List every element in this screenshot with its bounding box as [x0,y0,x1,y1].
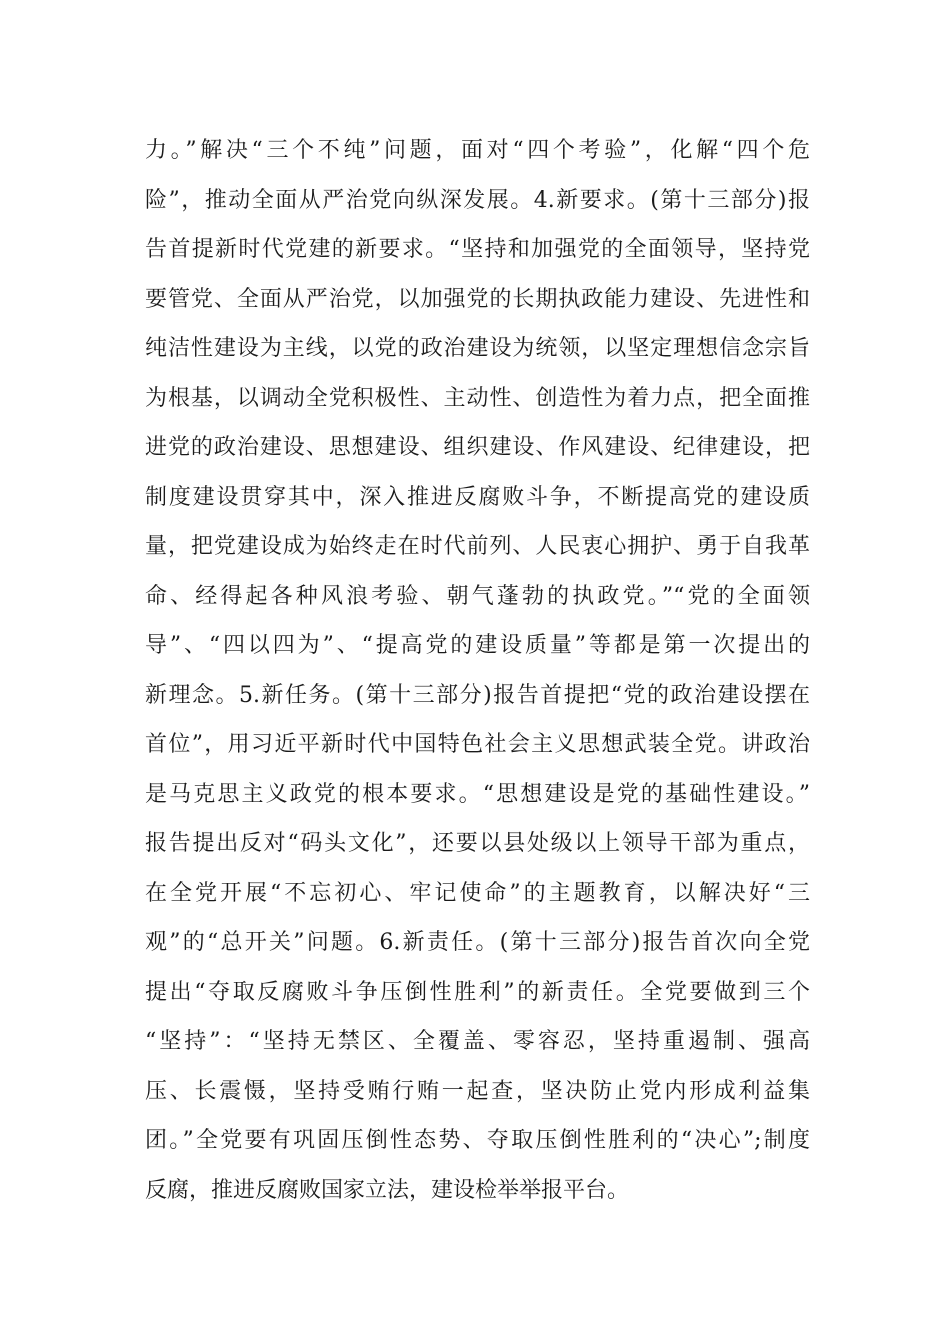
text-line: 观”的“总开关”问题。6.新责任。(第十三部分)报告首次向全党 [145,930,810,955]
text-line: 是马克思主义政党的根本要求。“思想建设是党的基础性建设。” [145,781,810,807]
text-line: 导”、“四以四为”、“提高党的建设质量”等都是第一次提出的 [145,633,810,658]
text-line: 告首提新时代党建的新要求。“坚持和加强党的全面领导，坚持党 [145,237,810,262]
text-line: 要管党、全面从严治党，以加强党的长期执政能力建设、先进性和 [145,286,810,312]
body-paragraph [145,126,810,1215]
text-line: 新理念。5.新任务。(第十三部分)报告首提把“党的政治建设摆在 [145,682,810,708]
text-line: “坚持”：“坚持无禁区、全覆盖、零容忍，坚持重遏制、强高 [145,1029,810,1054]
text-line: 命、经得起各种风浪考验、朝气蓬勃的执政党。”“党的全面领 [145,583,810,609]
text-line: 制度建设贯穿其中，深入推进反腐败斗争，不断提高党的建设质 [145,484,810,510]
text-line: 量，把党建设成为始终走在时代前列、人民衷心拥护、勇于自我革 [145,534,810,559]
text-line: 团。”全党要有巩固压倒性态势、夺取压倒性胜利的“决心”;制度 [145,1128,810,1153]
text-line: 纯洁性建设为主线，以党的政治建设为统领，以坚定理想信念宗旨 [145,336,810,361]
text-line: 反腐，推进反腐败国家立法，建设检举举报平台。 [145,1177,630,1203]
text-line: 险”，推动全面从严治党向纵深发展。4.新要求。(第十三部分)报 [145,187,810,213]
text-line: 进党的政治建设、思想建设、组织建设、作风建设、纪律建设，把 [145,435,810,460]
text-line: 提出“夺取反腐败斗争压倒性胜利”的新责任。全党要做到三个 [145,979,810,1005]
text-line: 报告提出反对“码头文化”，还要以县处级以上领导干部为重点， [145,831,810,856]
text-line: 为根基，以调动全党积极性、主动性、创造性为着力点，把全面推 [145,385,810,411]
text-line: 在全党开展“不忘初心、牢记使命”的主题教育，以解决好“三 [145,880,810,906]
text-line: 力。”解决“三个不纯”问题，面对“四个考验”，化解“四个危 [145,138,810,163]
text-line: 首位”，用习近平新时代中国特色社会主义思想武装全党。讲政治 [145,732,810,757]
text-line: 压、长震慑，坚持受贿行贿一起查，坚决防止党内形成利益集 [145,1078,810,1104]
